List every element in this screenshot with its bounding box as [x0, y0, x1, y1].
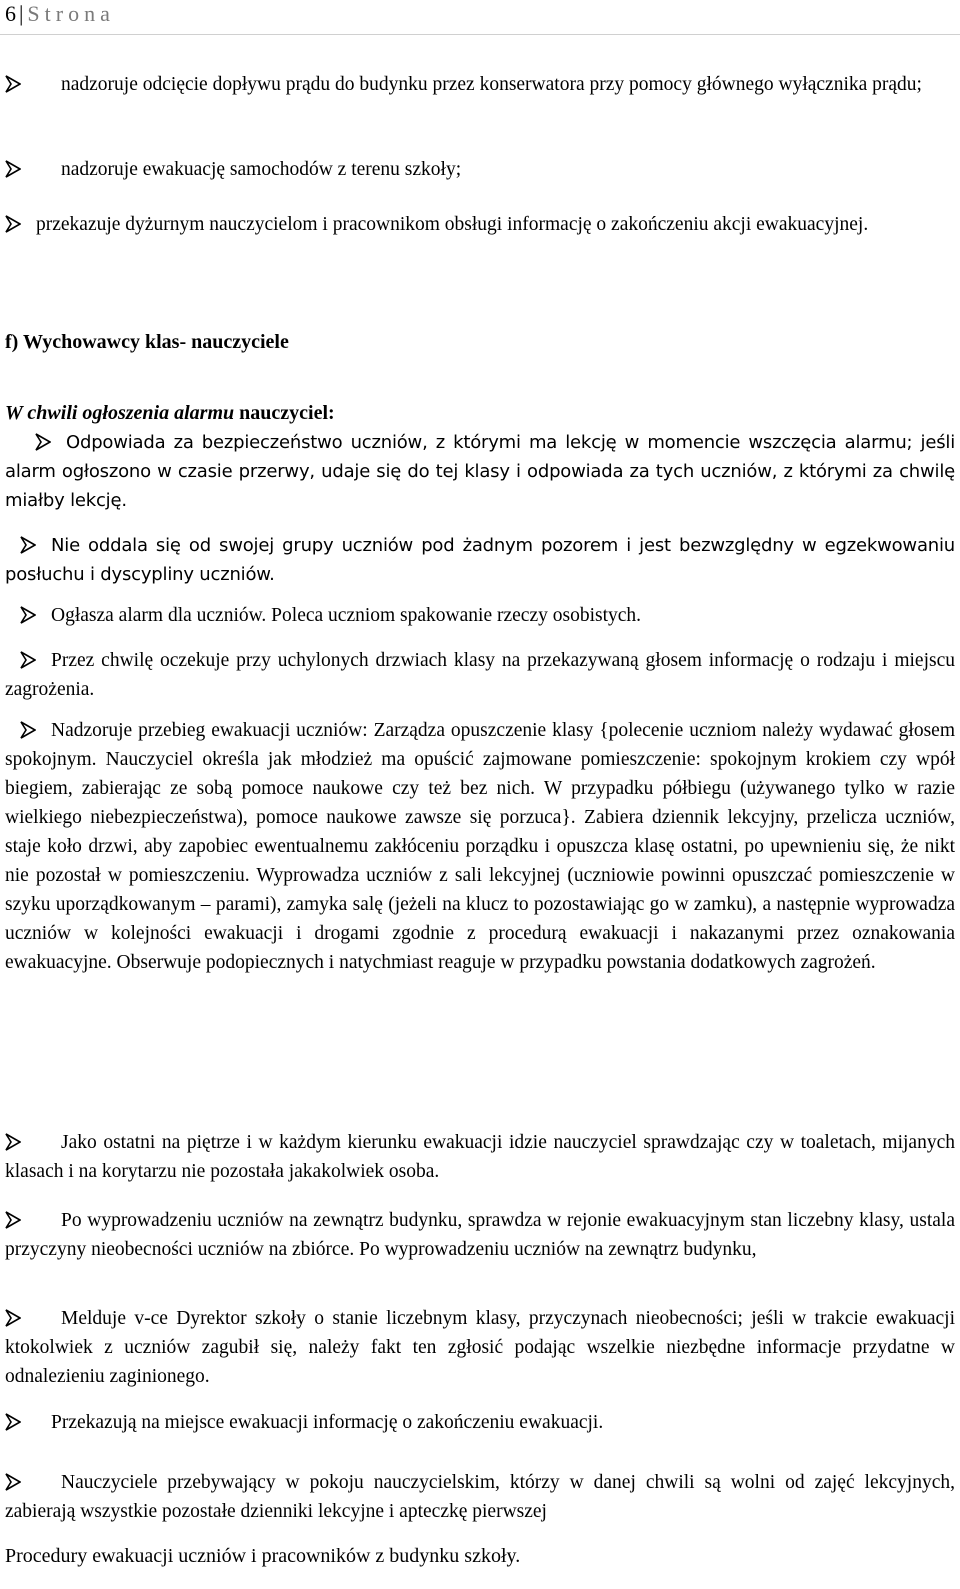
list-item-text: Jako ostatni na piętrze i w każdym kierunku ewakuacji idzie nauczyciel sprawdzając czy w toaletach, mijanych klasach i na korytarzu nie pozostała jakakolwiek osoba. — [5, 1132, 955, 1182]
arrow-bullet-icon — [20, 536, 36, 554]
list-item-text: Nadzoruje przebieg ewakuacji uczniów: Zarządza opuszczenie klasy {polecenie uczniom należy wydawać głosem spokojnym. Nauczyciel określa jak młodzież ma opuścić zajmowane pomieszczenie: spokojnym krokiem czy wpół biegiem, zabierając ze sobą pomoce naukowe czy też bez nich. W przypadku półbiegu (używanego tylko w razie wielkiego niebezpieczeństwa), pomoce naukowe zawsze się porzuca}. Zabiera dziennik lekcyjny, przelicza uczniów, staje koło drzwi, aby zapobiec ewentualnemu zakłóceniu porządku i opuszcza klasę ostatni, po upewnieniu się, że nikt nie pozostał w pomieszczeniu. Wyprowadza uczniów z sali lekcyjnej (uczniowie powinni opuszczać pomieszczenie w szyku uporządkowanym – parami), zamyka salę (jeżeli na klucz to pozostawiając go w zamku), a następnie wyprowadza uczniów w kolejności ewakuacji i drogami zgodnie z procedurą ewakuacji i nakazanymi przez oznakowania ewakuacyjne. Obserwuje podopiecznych i natychmiast reaguje w przypadku powstania dodatkowych zagrożeń. — [5, 720, 955, 973]
list-item — [5, 1468, 955, 1526]
arrow-bullet-icon — [5, 1211, 21, 1229]
list-item-text: nadzoruje ewakuację samochodów z terenu szkoły; — [61, 159, 462, 180]
list-item — [5, 1206, 955, 1264]
list-item — [5, 155, 955, 184]
arrow-bullet-icon — [5, 160, 21, 178]
list-item — [5, 716, 955, 977]
arrow-bullet-icon — [20, 606, 36, 624]
arrow-bullet-icon — [5, 1309, 21, 1327]
page-header — [5, 0, 115, 28]
intro-rest: nauczyciel: — [234, 402, 335, 424]
list-item-text: Przekazują na miejsce ewakuacji informację o zakończeniu ewakuacji. — [51, 1412, 604, 1433]
list-item-text: Nauczyciele przebywający w pokoju nauczycielskim, którzy w danej chwili są wolni od zajęć lekcyjnych, zabierają wszystkie pozostałe dzienniki lekcyjne i apteczkę pierwszej — [5, 1472, 955, 1522]
list-item — [5, 601, 955, 630]
list-item — [5, 1128, 955, 1186]
section-intro — [5, 399, 335, 428]
list-item-text: Melduje v-ce Dyrektor szkoły o stanie liczebnym klasy, przyczynach nieobecności; jeśli w trakcie ewakuacji ktokolwiek z uczniów zagubił się, należy fakt ten zgłosić podając wszelkie niezbędne informacje przydatne w odnalezieniu zaginionego. — [5, 1308, 955, 1387]
header-word: Strona — [27, 1, 115, 26]
arrow-bullet-icon — [5, 215, 21, 233]
arrow-bullet-icon — [20, 651, 36, 669]
list-item — [5, 1304, 955, 1391]
page-number: 6 — [5, 1, 16, 26]
list-item-text: przekazuje dyżurnym nauczycielom i pracownikom obsługi informację o zakończeniu akcji ewakuacyjnej. — [36, 214, 869, 235]
arrow-bullet-icon — [35, 433, 51, 451]
header-rule — [0, 34, 960, 35]
header-separator: | — [19, 1, 24, 26]
arrow-bullet-icon — [5, 1473, 21, 1491]
list-item-text: Ogłasza alarm dla uczniów. Poleca uczniom spakowanie rzeczy osobistych. — [51, 605, 642, 626]
list-item-text: Odpowiada za bezpieczeństwo uczniów, z którymi ma lekcję w momencie wszczęcia alarmu; jeśli alarm ogłoszono w czasie przerwy, udaje się do tej klasy i odpowiada za tych uczniów, z którymi za chwilę miałby lekcję. — [5, 432, 955, 511]
list-item — [5, 70, 955, 99]
arrow-bullet-icon — [5, 75, 21, 93]
list-item — [5, 1408, 955, 1437]
list-item — [5, 428, 955, 515]
list-item — [5, 646, 955, 704]
list-item-text: Przez chwilę oczekuje przy uchylonych drzwiach klasy na przekazywaną głosem informację o rodzaju i miejscu zagrożenia. — [5, 650, 955, 700]
arrow-bullet-icon — [5, 1133, 21, 1151]
list-item-text: Po wyprowadzeniu uczniów na zewnątrz budynku, sprawdza w rejonie ewakuacyjnym stan liczebny klasy, ustala przyczyny nieobecności uczniów na zbiórce. Po wyprowadzeniu uczniów na zewnątrz budynku, — [5, 1210, 955, 1260]
list-item — [5, 210, 955, 239]
arrow-bullet-icon — [5, 1413, 21, 1431]
section-heading: f) Wychowawcy klas- nauczyciele — [5, 331, 289, 353]
list-item-text: Nie oddala się od swojej grupy uczniów pod żadnym pozorem i jest bezwzględny w egzekwowaniu posłuchu i dyscypliny uczniów. — [5, 535, 955, 585]
intro-italic: W chwili ogłoszenia alarmu — [5, 402, 235, 424]
list-item-text: nadzoruje odcięcie dopływu prądu do budynku przez konserwatora przy pomocy głównego wyłącznika prądu; — [61, 74, 922, 95]
arrow-bullet-icon — [20, 721, 36, 739]
page-footer: Procedury ewakuacji uczniów i pracowników z budynku szkoły. — [5, 1545, 521, 1567]
list-item — [5, 531, 955, 589]
